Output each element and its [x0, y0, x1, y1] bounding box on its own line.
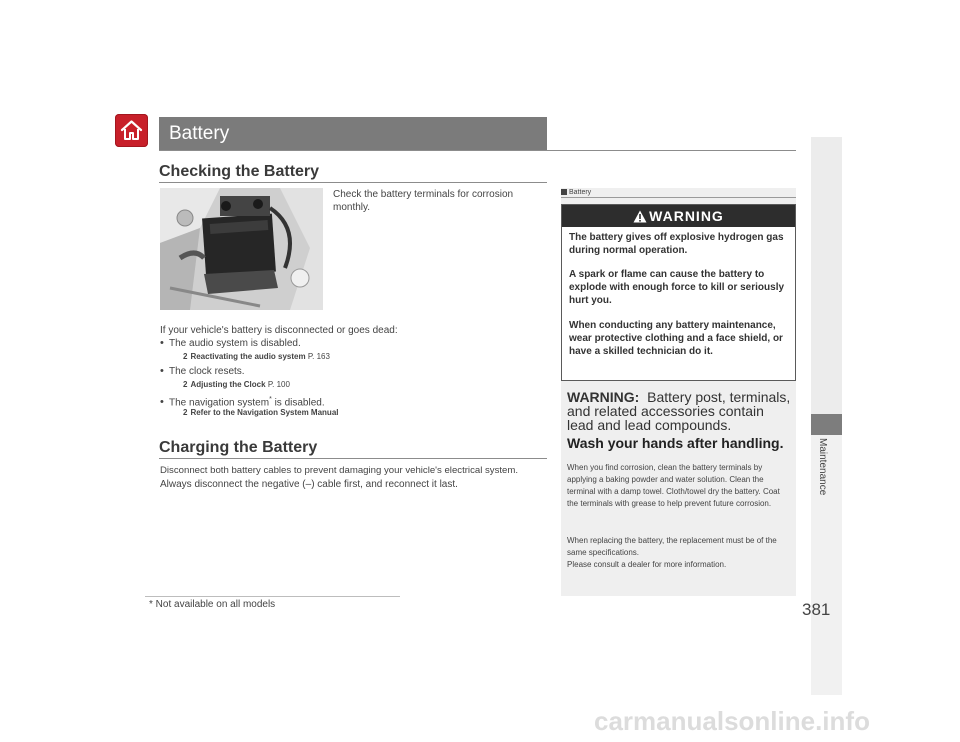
charging-divider — [159, 458, 547, 459]
section-tab-marker[interactable] — [811, 414, 842, 435]
lead-warning-text: Battery post, terminals, and related accessories contain lead and lead compounds. — [567, 389, 791, 433]
warning-paragraph: The battery gives off explosive hydrogen gas during normal operation. — [569, 232, 784, 256]
bullet-text: The clock resets. — [169, 366, 245, 377]
warning-triangle-icon — [633, 210, 647, 223]
page-number: 381 — [802, 600, 831, 619]
home-icon — [119, 118, 144, 143]
reference-link[interactable] — [183, 379, 290, 390]
section-tab-label[interactable] — [816, 438, 830, 508]
lead-warning — [567, 390, 792, 432]
charging-line2: Always disconnect the negative (–) cable first, and reconnect it last. — [160, 479, 458, 490]
note-marker-icon — [561, 189, 567, 195]
warning-box — [561, 204, 796, 381]
dealer-note: Please consult a dealer for more information. — [567, 560, 727, 569]
watermark: carmanualsonline.info — [594, 706, 870, 736]
disconnected-intro: If your vehicle's battery is disconnected or goes dead: — [160, 325, 398, 336]
sidebar-heading-text: Battery — [569, 189, 592, 196]
page-title: Battery — [159, 117, 547, 150]
home-button[interactable] — [115, 114, 148, 147]
checking-intro: Check the battery terminals for corrosion monthly. — [333, 189, 514, 213]
reference-link[interactable] — [183, 407, 338, 418]
charging-line1: Disconnect both battery cables to prevent damaging your vehicle's electrical system. — [160, 465, 519, 476]
section-tab-text: Maintenance — [817, 438, 828, 496]
section-tab-upper — [811, 137, 842, 414]
warning-paragraph: A spark or flame can cause the battery to explode with enough force to kill or seriously hurt you. — [569, 269, 785, 306]
warning-header — [562, 205, 795, 227]
reference-link[interactable] — [183, 351, 330, 362]
warning-label: WARNING — [649, 208, 724, 224]
checking-heading: Checking the Battery — [159, 163, 320, 180]
reference-arrow-icon: 2 — [183, 380, 188, 389]
sidebar-heading — [561, 189, 591, 196]
warning-paragraph: When conducting any battery maintenance, wear protective clothing and a face shield, or have a skilled technician do it. — [569, 320, 783, 357]
footnote-divider — [145, 596, 400, 597]
wash-hands-warning: Wash your hands after handling. — [567, 435, 784, 451]
sidebar-divider — [561, 197, 796, 198]
lead-warning-label: WARNING: — [567, 389, 640, 405]
battery-photo — [160, 188, 323, 310]
title-divider — [159, 150, 796, 151]
reference-title: Refer to the Navigation System Manual — [190, 408, 339, 417]
footnote-marker: * — [269, 396, 272, 403]
footnote: * Not available on all models — [149, 599, 276, 610]
bullet-text: The audio system is disabled. — [169, 338, 301, 349]
reference-title: Adjusting the Clock — [190, 380, 266, 389]
checking-divider — [159, 182, 547, 183]
reference-arrow-icon: 2 — [183, 352, 188, 361]
reference-arrow-icon: 2 — [183, 408, 188, 417]
list-item: • The audio system is disabled. — [160, 337, 301, 349]
list-item: • The clock resets. — [160, 365, 245, 377]
list-item: • The navigation system* is disabled. — [160, 396, 325, 409]
reference-page: P. 163 — [307, 352, 330, 361]
bullet-text: is disabled. — [271, 397, 325, 409]
bullet-text: The navigation system — [169, 397, 270, 409]
replacement-note: When replacing the battery, the replacement must be of the same specifications. — [567, 536, 777, 557]
corrosion-note: When you find corrosion, clean the battery terminals by applying a baking powder and water solution. Clean the terminal with a damp towel. Cloth/towel dry the battery. Coat the terminals with grease to help prevent future corrosion. — [567, 463, 780, 508]
reference-title: Reactivating the audio system — [190, 352, 306, 361]
charging-heading: Charging the Battery — [159, 439, 318, 456]
reference-page: P. 100 — [267, 380, 290, 389]
